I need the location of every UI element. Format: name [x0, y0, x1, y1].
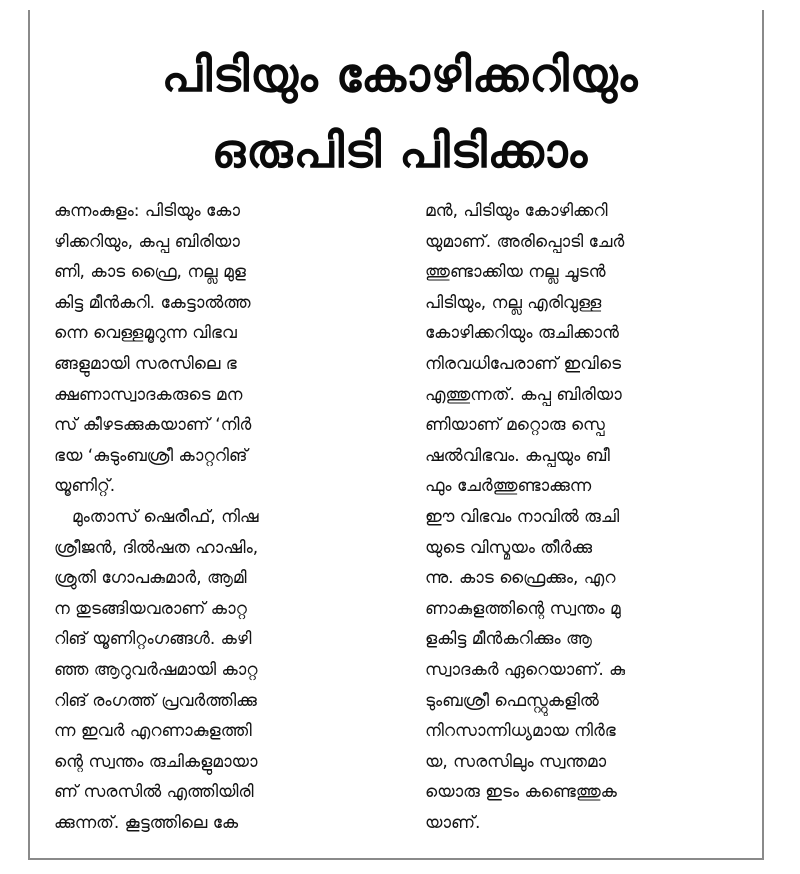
text-line: കോഴിക്കറിയും രുചിക്കാൻ: [425, 323, 619, 344]
headline-line-1: പിടിയും കോഴിക്കറിയും: [161, 48, 639, 103]
text-line: ണി, കാട ഫ്രൈ, നല്ല മുള: [54, 262, 246, 283]
text-line: നിറസാന്നിധ്യമായ നിർഭ: [425, 721, 616, 742]
text-line: ന്റെ സ്വന്തം രുചികളുമായാ: [54, 751, 258, 772]
text-line: ഭയ ‘കുടുംബശ്രീ കാറ്ററിങ്: [54, 445, 248, 466]
text-line: പിടിയും, നല്ല എരിവുള്ള: [425, 292, 602, 313]
text-line: ഈ വിഭവം നാവിൽ രുചി: [425, 506, 620, 527]
text-line: ഞ്ഞ ആറുവർഷമായി കാറ്റ: [54, 659, 258, 680]
headline-line-2: ഒരുപിടി പിടിക്കാം: [211, 124, 589, 179]
text-line: ങ്ങളുമായി സരസിലെ ഭ: [54, 353, 237, 374]
text-line: ന്ന ഇവർ എറണാകുളത്തി: [54, 721, 252, 742]
text-line: യുടെ വിസ്മയം തീർക്കു: [425, 537, 593, 558]
text-line: റിങ് യൂണിറ്റംഗങ്ങൾ. കഴി: [54, 629, 252, 650]
text-line: ത്തുണ്ടാക്കിയ നല്ല ചൂടൻ: [425, 262, 606, 283]
column-divider: [399, 190, 400, 630]
text-line: സ്വാദകർ ഏറെയാണ്. കു: [425, 659, 626, 680]
text-line: റിങ് രംഗത്ത് പ്രവർത്തിക്കു: [54, 690, 257, 711]
text-line: കുന്നംകുളം: പിടിയും കോ: [54, 201, 240, 221]
text-line: ക്ഷണാസ്വാദകരുടെ മന: [54, 384, 243, 405]
text-line: മുംതാസ് ഷെരീഫ്, നിഷ: [72, 506, 259, 527]
text-line: ളകിട്ട മീൻകറിക്കും ആ: [425, 629, 592, 650]
text-line: ടുംബശ്രീ ഫെസ്റ്റുകളിൽ: [425, 690, 599, 711]
headline: [0, 38, 800, 190]
text-line: നിരവധിപേരാണ് ഇവിടെ: [425, 353, 621, 374]
text-line: ഫും ചേർത്തുണ്ടാക്കുന്ന: [425, 476, 592, 497]
article-column-right: [425, 196, 731, 838]
article-column-left: [54, 196, 360, 838]
text-line: കിട്ട മീൻകറി. കേട്ടാൽത്ത: [54, 292, 251, 313]
text-line: എത്തുന്നത്. കപ്പ ബിരിയാ: [425, 384, 622, 405]
text-line: സ് കീഴടക്കുകയാണ് ‘നിർ: [54, 415, 252, 436]
text-line: ശ്രുതി ഗോപകുമാർ, ആമി: [54, 568, 247, 589]
text-line: ണിയാണ് മറ്റൊരു സ്പെ: [425, 415, 605, 436]
text-line: യ, സരസിലും സ്വന്തമാ: [425, 751, 607, 772]
text-line: യുമാണ്. അരിപ്പൊടി ചേർ: [425, 231, 625, 252]
text-line: ഴിക്കറിയും, കപ്പ ബിരിയാ: [54, 231, 240, 252]
text-line: ന്നെ വെള്ളമൂറുന്ന വിഭവ: [54, 323, 237, 344]
text-line: ണ് സരസിൽ എത്തിയിരി: [54, 782, 254, 803]
text-line: യൂണിറ്റ്.: [54, 476, 116, 497]
text-line: മൻ, പിടിയും കോഴിക്കറി: [425, 201, 608, 221]
text-line: ക്കുന്നത്. കൂട്ടത്തിലെ കേ: [54, 812, 239, 833]
text-line: ന തുടങ്ങിയവരാണ് കാറ്റ: [54, 598, 247, 619]
text-line: യാണ്.: [425, 812, 481, 833]
text-line: യൊരു ഇടം കണ്ടെത്തുക: [425, 782, 617, 803]
text-line: ണാകുളത്തിന്റെ സ്വന്തം മു: [425, 598, 621, 619]
text-line: ശ്രീജൻ, ദിൽഷത ഹാഷിം,: [54, 537, 259, 558]
text-line: ന്നു. കാട ഫ്രൈക്കും, എറ: [425, 568, 616, 589]
text-line: ഷൽവിഭവം. കപ്പയും ബീ: [425, 445, 610, 466]
